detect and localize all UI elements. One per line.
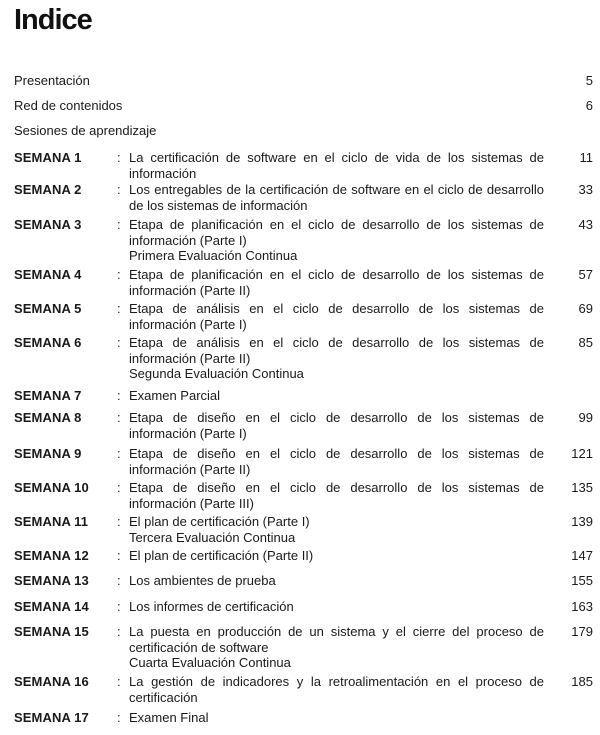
toc-week-4[interactable] — [14, 267, 593, 298]
week-separator: : — [117, 599, 121, 614]
toc-week-15[interactable] — [14, 624, 593, 671]
toc-week-10[interactable] — [14, 480, 593, 511]
week-evaluation-note: Tercera Evaluación Continua — [129, 529, 296, 545]
week-separator: : — [117, 514, 121, 529]
week-evaluation-note: Primera Evaluación Continua — [129, 248, 298, 263]
week-label: SEMANA 8 — [14, 410, 82, 425]
week-description: La gestión de indicadores y la retroalimentación en el proceso de certificación — [129, 674, 544, 705]
week-description: Etapa de diseño en el ciclo de desarrollo de los sistemas de información (Parte I) — [129, 410, 544, 441]
week-label: SEMANA 16 — [14, 674, 89, 689]
week-evaluation-note: Segunda Evaluación Continua — [129, 366, 304, 381]
week-page-number: 139 — [571, 514, 593, 529]
week-label: SEMANA 3 — [14, 217, 82, 232]
toc-week-7[interactable] — [14, 388, 586, 404]
toc-entry-label: Red de contenidos — [14, 98, 123, 113]
week-page-number: 179 — [571, 624, 593, 639]
toc-week-6[interactable] — [14, 335, 593, 382]
page-title: Indice — [14, 4, 92, 36]
week-description: Etapa de diseño en el ciclo de desarrollo de los sistemas de información (Parte III) — [129, 480, 544, 511]
toc-entry-presentacion[interactable] — [14, 73, 594, 89]
week-label: SEMANA 17 — [14, 710, 89, 725]
week-label: SEMANA 6 — [14, 335, 82, 350]
week-page-number: 121 — [571, 446, 593, 461]
week-page-number: 57 — [578, 267, 593, 282]
week-separator: : — [117, 182, 121, 197]
toc-week-17[interactable] — [14, 710, 586, 726]
week-label: SEMANA 13 — [14, 573, 89, 588]
toc-page-number: 6 — [585, 98, 593, 113]
week-description: Etapa de diseño en el ciclo de desarrollo de los sistemas de información (Parte II) — [129, 446, 544, 477]
week-description: Los ambientes de prueba — [129, 573, 276, 588]
week-separator: : — [117, 301, 121, 316]
toc-week-8[interactable] — [14, 410, 593, 441]
week-separator: : — [117, 150, 121, 165]
week-description: Etapa de análisis en el ciclo de desarrollo de los sistemas de información (Parte II) — [129, 335, 544, 366]
week-separator: : — [117, 335, 121, 350]
week-page-number: 185 — [571, 674, 593, 689]
week-page-number: 99 — [578, 410, 593, 425]
week-separator: : — [117, 446, 121, 461]
week-separator: : — [117, 674, 121, 689]
week-label: SEMANA 11 — [14, 514, 89, 529]
week-separator: : — [117, 267, 121, 282]
week-separator: : — [117, 388, 121, 403]
week-description: Etapa de planificación en el ciclo de desarrollo de los sistemas de información (Parte II) — [129, 267, 544, 298]
toc-week-16[interactable] — [14, 674, 593, 705]
week-description: Etapa de planificación en el ciclo de desarrollo de los sistemas de información (Parte I) — [129, 217, 544, 248]
week-page-number: 33 — [578, 182, 593, 197]
toc-week-14[interactable] — [14, 599, 593, 615]
toc-page-number: 5 — [585, 73, 593, 88]
week-description: El plan de certificación (Parte II) — [129, 548, 314, 563]
toc-week-1[interactable] — [14, 150, 593, 181]
week-label: SEMANA 12 — [14, 548, 89, 563]
week-page-number: 43 — [578, 217, 593, 232]
week-label: SEMANA 14 — [14, 599, 89, 614]
week-separator: : — [117, 548, 121, 563]
week-description: Los informes de certificación — [129, 599, 294, 614]
week-page-number: 147 — [571, 548, 593, 563]
toc-week-12[interactable] — [14, 548, 593, 564]
week-evaluation-note: Cuarta Evaluación Continua — [129, 655, 291, 670]
week-page-number: 135 — [571, 480, 593, 495]
toc-section-heading — [14, 123, 594, 139]
week-description: La puesta en producción de un sistema y el cierre del proceso de certificación de software — [129, 624, 544, 655]
toc-week-2[interactable] — [14, 182, 593, 213]
week-separator: : — [117, 573, 121, 588]
week-page-number: 163 — [571, 599, 593, 614]
toc-week-9[interactable] — [14, 446, 593, 477]
week-description: Etapa de análisis en el ciclo de desarrollo de los sistemas de información (Parte I) — [129, 301, 544, 332]
week-label: SEMANA 5 — [14, 301, 82, 316]
week-label: SEMANA 15 — [14, 624, 89, 639]
week-description: El plan de certificación (Parte I) — [129, 514, 310, 529]
toc-entry-label: Presentación — [14, 73, 90, 88]
week-separator: : — [117, 710, 121, 725]
week-description: Examen Final — [129, 710, 209, 725]
week-description: La certificación de software en el ciclo de vida de los sistemas de información — [129, 150, 544, 181]
toc-week-3[interactable] — [14, 217, 593, 264]
week-separator: : — [117, 410, 121, 425]
week-separator: : — [117, 480, 121, 495]
week-page-number: 85 — [578, 335, 593, 350]
week-page-number: 155 — [571, 573, 593, 588]
week-page-number: 69 — [578, 301, 593, 316]
toc-entry-red-de-contenidos[interactable] — [14, 98, 594, 114]
toc-week-11[interactable] — [14, 514, 593, 545]
week-label: SEMANA 2 — [14, 182, 82, 197]
week-page-number: 11 — [579, 150, 593, 165]
week-label: SEMANA 10 — [14, 480, 89, 495]
toc-week-13[interactable] — [14, 573, 593, 589]
week-separator: : — [117, 624, 121, 639]
week-label: SEMANA 9 — [14, 446, 82, 461]
toc-entry-label: Sesiones de aprendizaje — [14, 123, 157, 138]
week-description: Examen Parcial — [129, 388, 221, 403]
week-label: SEMANA 4 — [14, 267, 82, 282]
week-label: SEMANA 1 — [14, 150, 82, 165]
toc-week-5[interactable] — [14, 301, 593, 332]
week-label: SEMANA 7 — [14, 388, 82, 403]
week-description: Los entregables de la certificación de software en el ciclo de desarrollo de los sistemas de información — [129, 182, 544, 213]
week-separator: : — [117, 217, 121, 232]
